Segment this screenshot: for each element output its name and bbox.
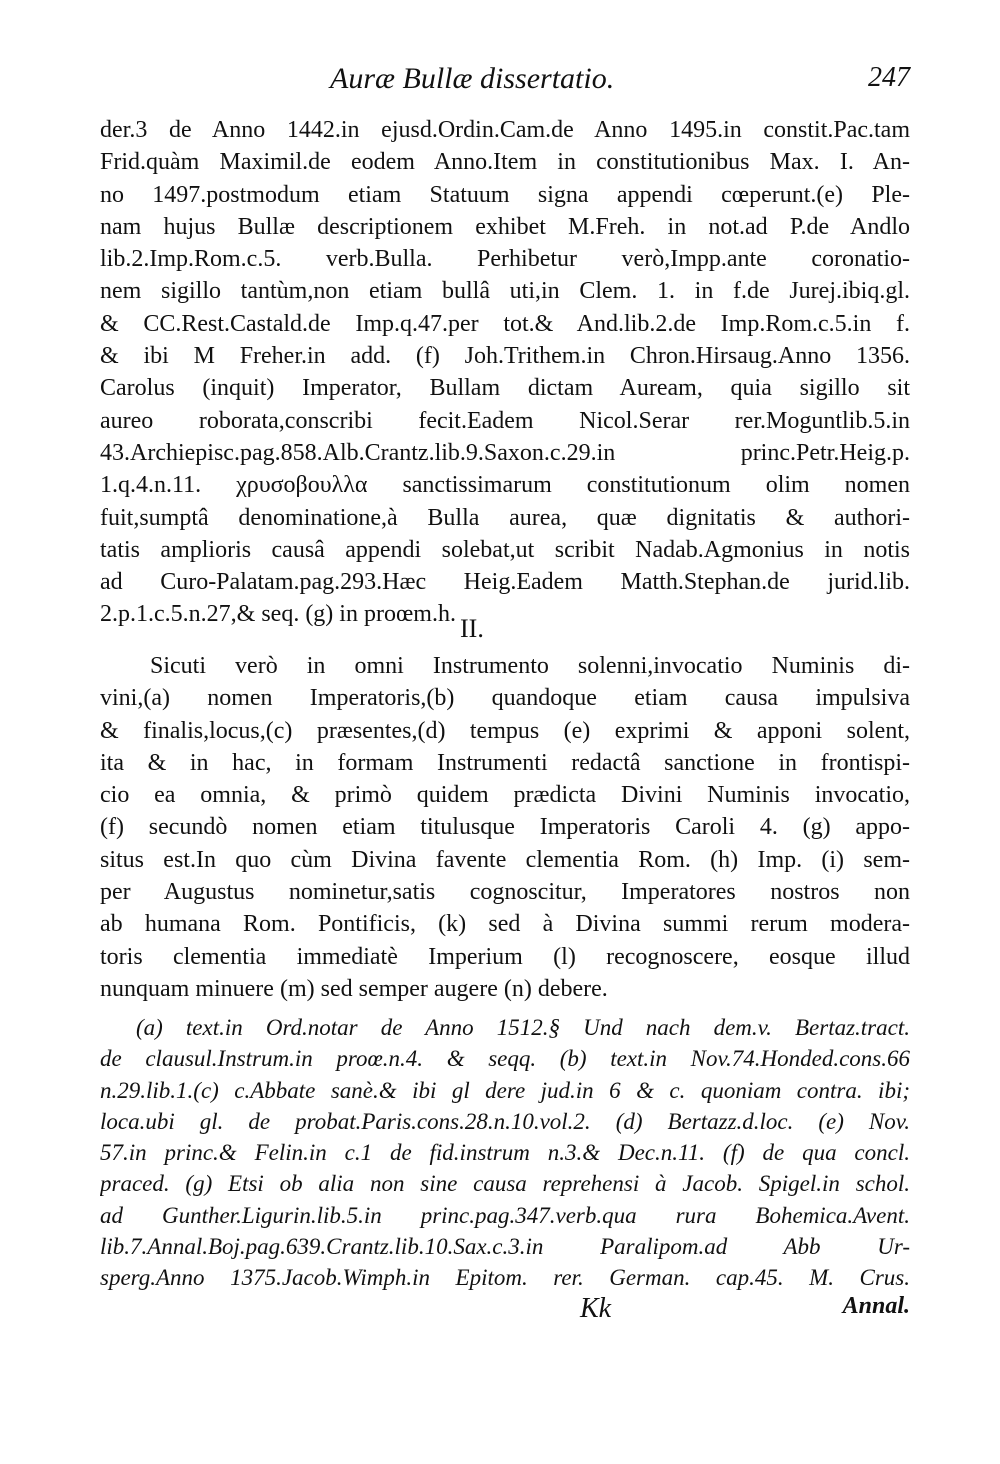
text-line: vini,(a) nomen Imperatoris,(b) quandoque etiam causa impulsiva	[100, 685, 910, 712]
text-line: no 1497.postmodum etiam Statuum signa appendi cœperunt.(e) Ple-	[100, 181, 910, 208]
text-line: der.3 de Anno 1442.in ejusd.Ordin.Cam.de Anno 1495.in constit.Pac.tam	[100, 117, 910, 143]
section-2-text	[100, 650, 910, 1005]
text-line: Carolus (inquit) Imperator, Bullam dictam Auream, quia sigillo sit	[100, 375, 910, 402]
text-line: & ibi M Freher.in add. (f) Joh.Trithem.in Chron.Hirsaug.Anno 1356.	[100, 343, 910, 370]
footnote-line: loca.ubi gl. de probat.Paris.cons.28.n.10.vol.2. (d) Bertazz.d.loc. (e) Nov.	[100, 1108, 910, 1134]
text-line: & finalis,locus,(c) præsentes,(d) tempus (e) exprimi & apponi solent,	[100, 717, 910, 744]
footnote-line: ad Gunther.Ligurin.lib.5.in princ.pag.347.verb.qua rura Bohemica.Avent.	[100, 1202, 910, 1228]
text-line: (f) secundò nomen etiam titulusque Imperatoris Caroli 4. (g) appo-	[100, 814, 910, 841]
text-line: lib.2.Imp.Rom.c.5. verb.Bulla. Perhibetur verò,Impp.ante coronatio-	[100, 246, 910, 273]
page-footer	[100, 1293, 910, 1333]
text-line: ita & in hac, in formam Instrumenti redactâ sanctione in frontispi-	[100, 749, 910, 776]
running-title: Auræ Bullæ dissertatio.	[330, 62, 615, 95]
text-line: situs est.In quo cùm Divina favente clementia Rom. (h) Imp. (i) sem-	[100, 846, 910, 873]
signature-mark: Kk	[580, 1293, 612, 1324]
text-line: ad Curo-Palatam.pag.293.Hæc Heig.Eadem Matth.Stephan.de jurid.lib.	[100, 569, 910, 596]
text-line: 2.p.1.c.5.n.27,& seq. (g) in proœm.h.	[100, 601, 456, 628]
catchword: Annal.	[842, 1293, 910, 1319]
page-number: 247	[868, 62, 910, 93]
section-1-text	[100, 114, 910, 631]
page-header	[100, 62, 910, 98]
footnote-line: n.29.lib.1.(c) c.Abbate sanè.& ibi gl dere jud.in 6 & c. quoniam contra. ibi;	[100, 1077, 910, 1103]
text-line: per Augustus nominetur,satis cognoscitur, Imperatores nostros non	[100, 879, 910, 906]
footnote-line: lib.7.Annal.Boj.pag.639.Crantz.lib.10.Sax.c.3.in Paralipom.ad Abb Ur-	[100, 1234, 910, 1260]
text-line: 43.Archiepisc.pag.858.Alb.Crantz.lib.9.Saxon.c.29.in princ.Petr.Heig.p.	[100, 439, 910, 466]
text-line: nunquam minuere (m) sed semper augere (n) debere.	[100, 975, 608, 1002]
text-line: tatis amplioris causâ appendi solebat,ut scribit Nadab.Agmonius in notis	[100, 536, 910, 563]
footnote-line: sperg.Anno 1375.Jacob.Wimph.in Epitom. rer. German. cap.45. M. Crus.	[100, 1265, 910, 1291]
footnotes	[100, 1012, 910, 1294]
text-line: 1.q.4.n.11. χρυσοβουλλα sanctissimarum constitutionum olim nomen	[100, 472, 910, 499]
text-line: nem sigillo tantùm,non etiam bullâ uti,in Clem. 1. in f.de Jurej.ibiq.gl.	[100, 278, 910, 305]
footnote-line: praced. (g) Etsi ob alia non sine causa reprehensi à Jacob. Spigel.in schol.	[100, 1171, 910, 1197]
text-line: & CC.Rest.Castald.de Imp.q.47.per tot.& And.lib.2.de Imp.Rom.c.5.in f.	[100, 310, 910, 337]
text-line: toris clementia immediatè Imperium (l) recognoscere, eosque illud	[100, 943, 910, 970]
text-line: Sicuti verò in omni Instrumento solenni,invocatio Numinis di-	[150, 653, 910, 679]
text-line: ab humana Rom. Pontificis, (k) sed à Divina summi rerum modera-	[100, 911, 910, 938]
text-line: fuit,sumptâ denominatione,à Bulla aurea, quæ dignitatis & authori-	[100, 504, 910, 531]
footnote-line: (a) text.in Ord.notar de Anno 1512.§ Und nach dem.v. Bertaz.tract.	[136, 1015, 910, 1040]
text-line: Frid.quàm Maximil.de eodem Anno.Item in constitutionibus Max. I. An-	[100, 149, 910, 176]
footnote-line: 57.in princ.& Felin.in c.1 de fid.instrum n.3.& Dec.n.11. (f) de qua concl.	[100, 1140, 910, 1166]
footnote-line: de clausul.Instrum.in proœ.n.4. & seqq. (b) text.in Nov.74.Honded.cons.66	[100, 1046, 910, 1072]
section-number: II.	[460, 614, 484, 643]
text-line: aureo roborata,conscribi fecit.Eadem Nicol.Serar rer.Moguntlib.5.in	[100, 407, 910, 434]
text-line: nam hujus Bullæ descriptionem exhibet M.Freh. in not.ad P.de Andlo	[100, 213, 910, 240]
text-line: cio ea omnia, & primò quidem prædicta Divini Numinis invocatio,	[100, 782, 910, 809]
